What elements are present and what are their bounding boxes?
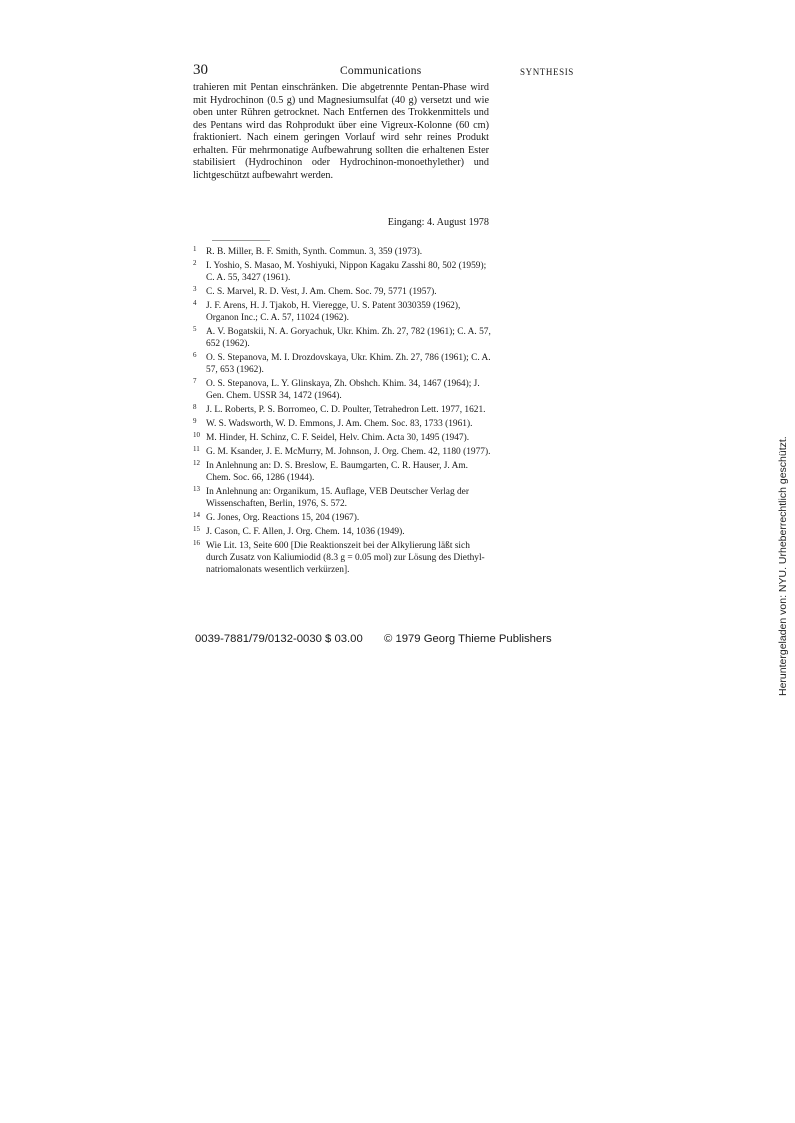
reference-number: 5 [193, 324, 197, 333]
reference-item [193, 430, 493, 445]
reference-text: M. Hinder, H. Schinz, C. F. Seidel, Helv. Chim. Acta 30, 1495 (1947). [206, 432, 470, 443]
reference-number: 7 [193, 376, 197, 385]
reference-text: J. L. Roberts, P. S. Borromeo, C. D. Poulter, Tetrahedron Lett. 1977, 1621. [206, 404, 486, 415]
reference-item [193, 444, 493, 459]
reference-text: G. M. Ksander, J. E. McMurry, M. Johnson, J. Org. Chem. 42, 1180 (1977). [206, 446, 491, 457]
section-title: Communications [340, 65, 422, 77]
watermark-text: Heruntergeladen von: NYU. Urheberrechtlich geschützt. [777, 436, 789, 696]
reference-number: 11 [193, 444, 200, 453]
reference-number: 16 [193, 538, 200, 547]
reference-item [193, 261, 493, 285]
reference-item [193, 524, 493, 539]
reference-item [193, 416, 493, 431]
reference-item [193, 484, 493, 511]
reference-text: A. V. Bogatskii, N. A. Goryachuk, Ukr. Khim. Zh. 27, 782 (1961); C. A. 57, 652 (1962). [206, 326, 491, 349]
reference-number: 13 [193, 484, 200, 493]
reference-text: G. Jones, Org. Reactions 15, 204 (1967). [206, 512, 360, 523]
received-date: Eingang: 4. August 1978 [387, 217, 489, 228]
reference-list [193, 247, 493, 579]
reference-number: 10 [193, 430, 200, 439]
reference-item [193, 461, 493, 485]
footnote-divider [212, 240, 270, 241]
reference-text: I. Yoshio, S. Masao, M. Yoshiyuki, Nippon Kagaku Zasshi 80, 502 (1959); C. A. 55, 3427 (1961). [206, 261, 487, 283]
reference-number: 9 [193, 416, 197, 425]
journal-name: SYNTHESIS [520, 67, 574, 77]
page-header [0, 62, 795, 82]
page-number: 30 [193, 62, 208, 78]
copyright-notice: © 1979 Georg Thieme Publishers [384, 633, 552, 645]
reference-text: R. B. Miller, B. F. Smith, Synth. Commun. 3, 359 (1973). [206, 247, 423, 257]
reference-text: O. S. Stepanova, L. Y. Glinskaya, Zh. Obshch. Khim. 34, 1467 (1964); J. Gen. Chem. USSR 34, 1472 (1964). [206, 378, 480, 401]
reference-item [193, 538, 493, 576]
reference-item [193, 350, 493, 377]
reference-item [193, 324, 493, 351]
reference-item [193, 510, 493, 525]
reference-number: 6 [193, 350, 197, 359]
reference-number: 14 [193, 510, 200, 519]
reference-item [193, 301, 493, 325]
reference-text: J. F. Arens, H. J. Tjakob, H. Vieregge, U. S. Patent 3030359 (1962), Organon Inc.; C. A. 57, 11024 (1962). [206, 301, 461, 323]
reference-number: 8 [193, 402, 197, 411]
reference-text: O. S. Stepanova, M. I. Drozdovskaya, Ukr. Khim. Zh. 27, 786 (1961); C. A. 57, 653 (1962). [206, 352, 491, 375]
reference-number: 4 [193, 299, 197, 308]
body-paragraph: trahieren mit Pentan einschränken. Die abgetrennte Pentan-Phase wird mit Hydrochinon (0.5 g) und Magnesiumsulfat (40 g) versetzt und wie oben unter Rühren getrocknet. Nach Entfernen des Trokkenmittels und des Pentans wird das Rohprodukt über eine Vigreux-Kolonne (60 cm) fraktioniert. Nach einem geringen Vorlauf wird sehr reines Produkt erhalten. Für mehrmonatige Aufbewahrung sollten die erhaltenen Ester stabilisiert (Hydrochinon oder Hydrochinon-monoethylether) und lichtgeschützt aufbewahrt werden. [193, 82, 489, 181]
reference-text: In Anlehnung an: D. S. Breslow, E. Baumgarten, C. R. Hauser, J. Am. Chem. Soc. 66, 1286 (1944). [206, 461, 469, 483]
reference-text: In Anlehnung an: Organikum, 15. Auflage, VEB Deutscher Verlag der Wissenschaften, Berlin, 1976, S. 572. [206, 486, 469, 509]
reference-number: 1 [193, 245, 197, 253]
reference-item [193, 376, 493, 403]
reference-item [193, 284, 493, 299]
reference-number: 2 [193, 259, 197, 268]
reference-text: W. S. Wadsworth, W. D. Emmons, J. Am. Chem. Soc. 83, 1733 (1961). [206, 418, 473, 429]
download-watermark [775, 420, 791, 700]
reference-text: J. Cason, C. F. Allen, J. Org. Chem. 14, 1036 (1949). [206, 526, 405, 537]
reference-number: 3 [193, 284, 197, 293]
reference-number: 15 [193, 524, 200, 533]
reference-item [193, 247, 493, 259]
reference-item [193, 402, 493, 417]
reference-text: C. S. Marvel, R. D. Vest, J. Am. Chem. Soc. 79, 5771 (1957). [206, 286, 437, 297]
reference-number: 12 [193, 459, 200, 468]
issn-price-code: 0039-7881/79/0132-0030 $ 03.00 [195, 633, 363, 645]
reference-text: Wie Lit. 13, Seite 600 [Die Reaktionszeit bei der Alkylierung läßt sich durch Zusatz von Kaliumiodid (8.3 g = 0.05 mol) zur Lösung des Diethyl-natriomalonats wesentlich verkürzen]. [206, 540, 485, 575]
